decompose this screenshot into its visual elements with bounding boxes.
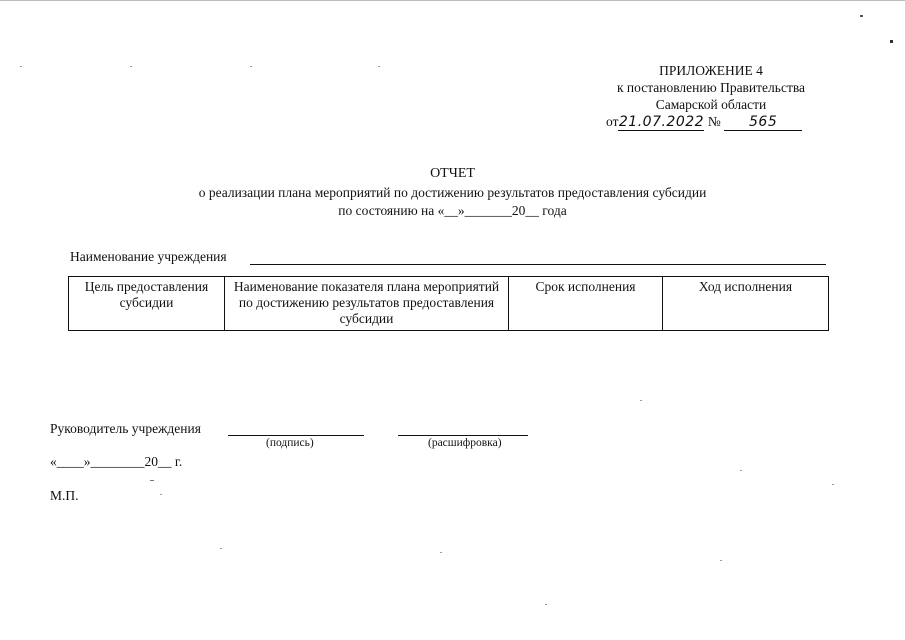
decode-caption: (расшифровка) [428, 437, 502, 449]
scan-speck [832, 484, 834, 485]
scan-speck [160, 494, 162, 495]
report-title: ОТЧЕТ [430, 166, 475, 181]
head-of-institution-label: Руководитель учреждения [50, 421, 201, 436]
handwritten-date: 21.07.2022 [618, 114, 705, 130]
handwritten-number: 565 [724, 114, 802, 131]
scan-speck [20, 66, 22, 67]
scan-speck [860, 15, 863, 17]
scan-speck [220, 548, 222, 549]
institution-label: Наименование учреждения [70, 249, 227, 264]
appendix-region: Самарской области [655, 97, 767, 112]
appendix-title: ПРИЛОЖЕНИЕ 4 [659, 63, 763, 78]
report-date-line: по состоянию на «__»_______20__ года [338, 203, 567, 218]
scan-speck [545, 604, 547, 605]
date-prefix: от [606, 114, 619, 129]
scan-top-edge [0, 0, 905, 1]
scan-speck [250, 66, 252, 67]
stamp-label: М.П. [50, 488, 79, 503]
scan-speck [130, 66, 132, 67]
scan-speck [890, 40, 893, 43]
column-header-progress: Ход исполнения [663, 277, 829, 331]
table-header-row [69, 277, 829, 331]
number-sign: № [707, 114, 721, 129]
institution-name-line [250, 264, 826, 265]
decode-line [398, 435, 528, 436]
column-header-indicator: Наименование показателя плана мероприятий по достижению результатов предоставления субсидии [225, 277, 509, 331]
appendix-date-line [606, 114, 802, 131]
signature-line [228, 435, 364, 436]
report-subtitle: о реализации плана мероприятий по достижению результатов предоставления субсидии [198, 185, 707, 200]
column-header-goal: Цель предоставления субсидии [69, 277, 225, 331]
scan-speck [150, 480, 154, 481]
signature-date-line: «____»________20__ г. [50, 454, 183, 469]
scan-speck [378, 66, 380, 67]
scan-speck [640, 400, 642, 401]
column-header-deadline: Срок исполнения [509, 277, 663, 331]
appendix-decree: к постановлению Правительства [616, 80, 806, 95]
report-table [68, 276, 829, 331]
signature-caption: (подпись) [266, 437, 314, 449]
scan-speck [740, 470, 742, 471]
scan-speck [440, 552, 442, 553]
scan-speck [720, 560, 722, 561]
